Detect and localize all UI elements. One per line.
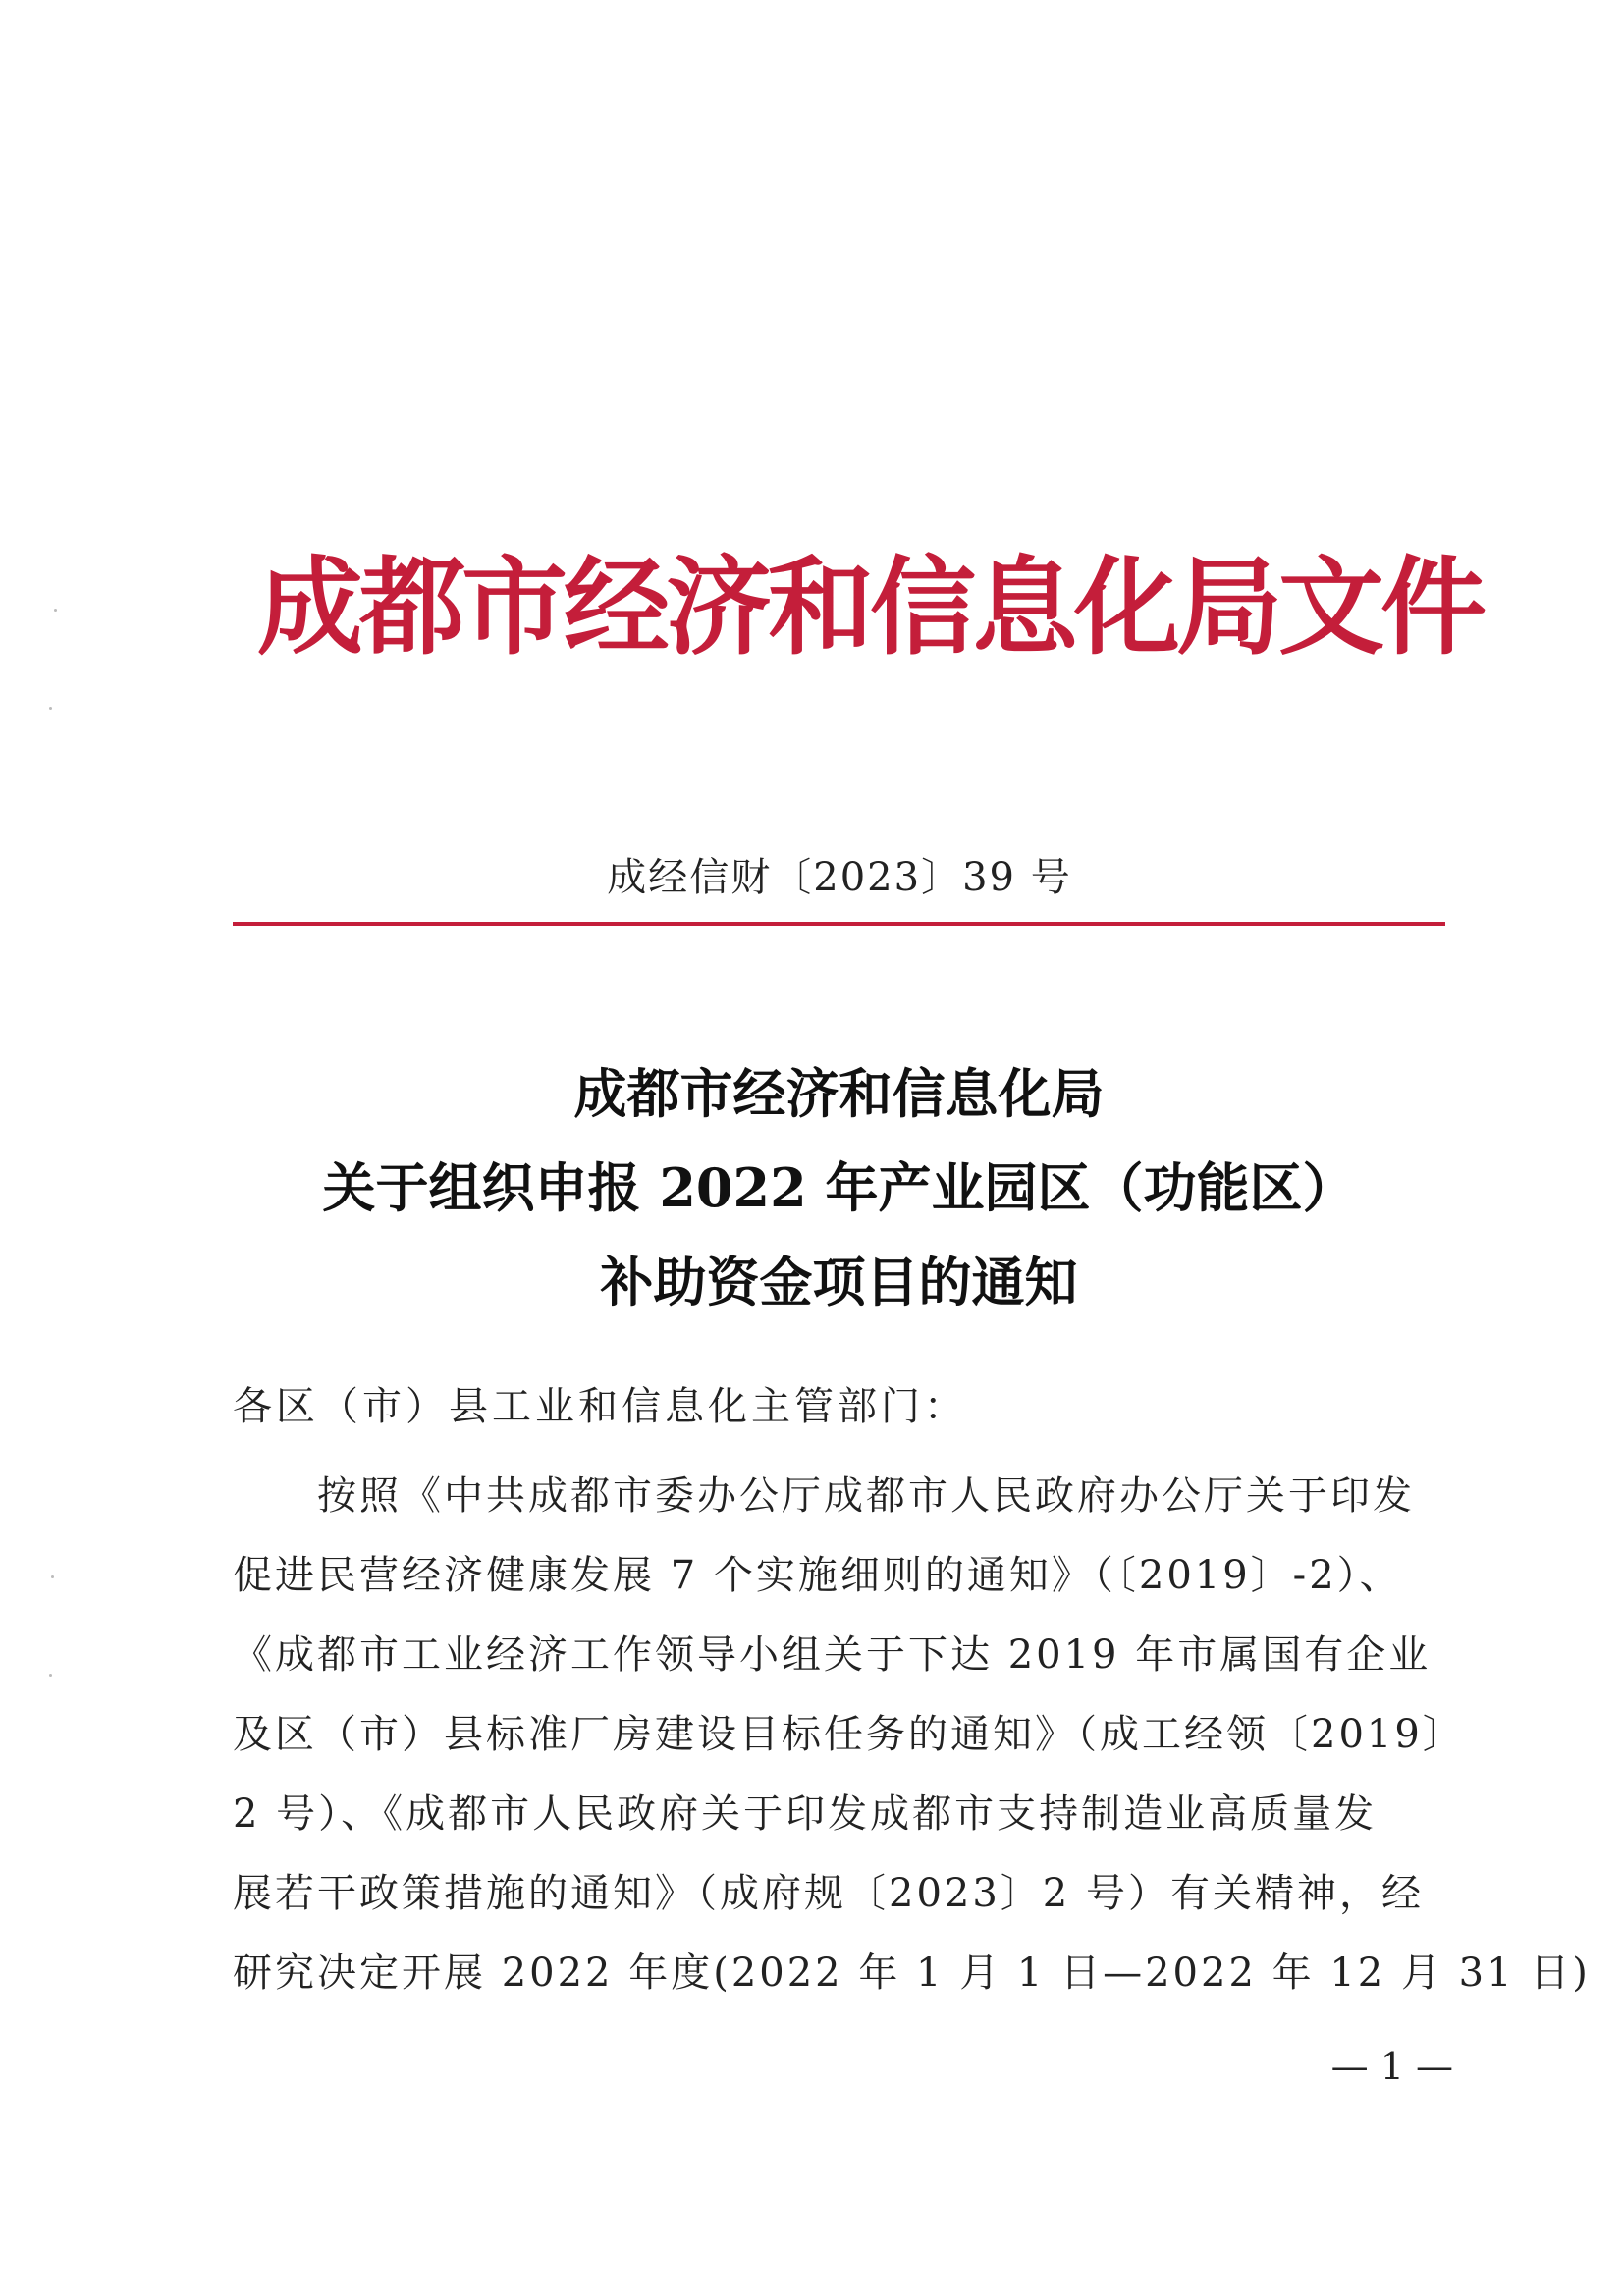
scan-speck [49,707,52,710]
title-line-3: 补助资金项目的通知 [600,1251,1078,1313]
body-line-7: 研究决定开展 2022 年度(2022 年 1 月 1 日—2022 年 12 月 31 日) [233,1950,1591,1996]
scan-speck [54,609,57,612]
red-divider-rule [233,922,1445,926]
body-line-3: 《成都市工业经济工作领导小组关于下达 2019 年市属国有企业 [233,1632,1432,1678]
scan-speck [51,1575,54,1578]
masthead-title: 成都市经济和信息化局文件 [257,547,1484,669]
page-number: — 1 — [1330,2045,1453,2088]
recipient-line: 各区（市）县工业和信息化主管部门： [233,1384,967,1429]
scan-speck [49,1674,52,1677]
body-line-4: 及区（市）县标准厂房建设目标任务的通知》（成工经领〔2019〕 [233,1712,1465,1757]
title-line-1: 成都市经济和信息化局 [573,1062,1105,1125]
body-paragraph [233,1457,1591,2013]
body-line-2: 促进民营经济健康发展 7 个实施细则的通知》（〔2019〕-2）、 [233,1553,1402,1598]
title-line-2: 关于组织申报 2022 年产业园区（功能区） [322,1156,1356,1219]
notice-title [233,1046,1445,1329]
body-line-5: 2 号）、《成都市人民政府关于印发成都市支持制造业高质量发 [233,1791,1378,1837]
document-number: 成经信财〔2023〕39 号 [607,855,1072,900]
body-line-1: 按照《中共成都市委办公厅成都市人民政府办公厅关于印发 [233,1473,1415,1519]
body-line-6: 展若干政策措施的通知》（成府规〔2023〕2 号）有关精神，经 [233,1871,1424,1916]
